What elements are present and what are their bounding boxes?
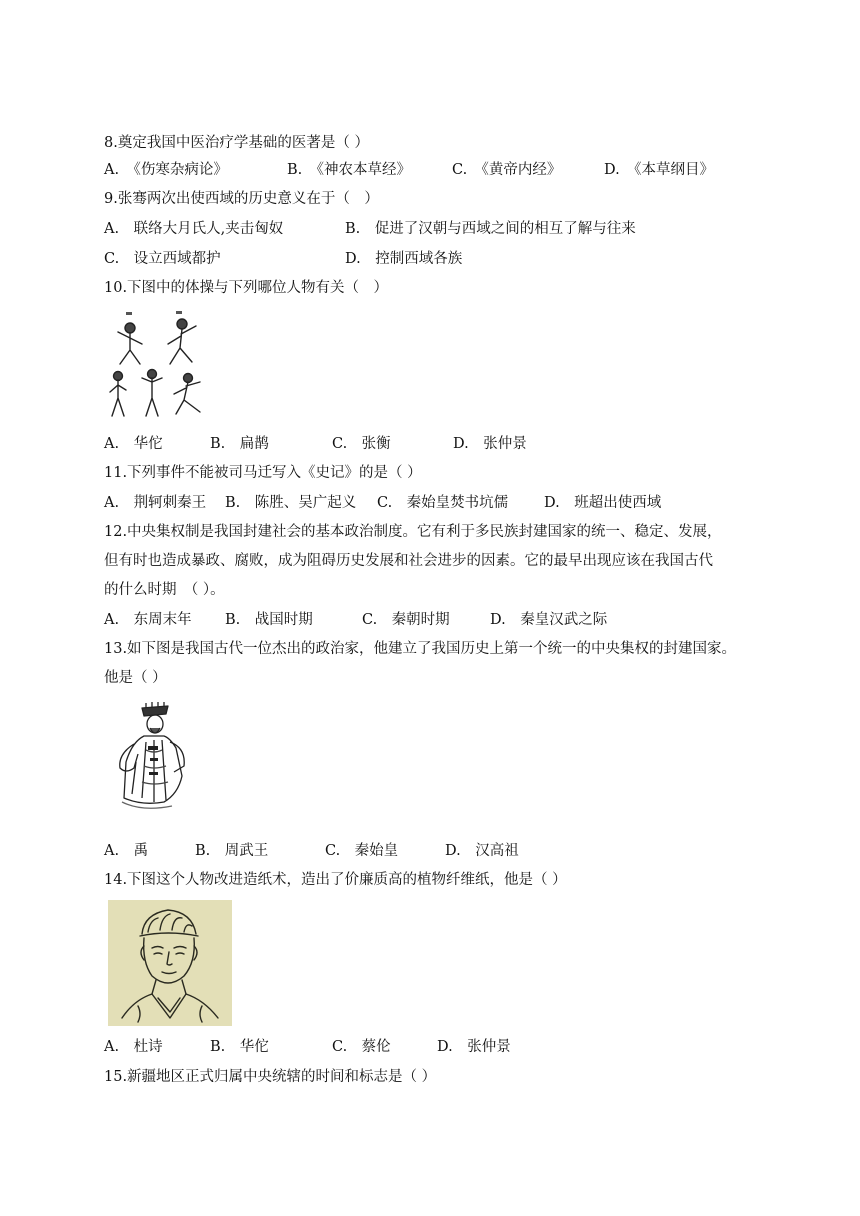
q14-option-a: A. 杜诗 [104, 1039, 163, 1055]
q13-stem-line-2: 他是（ ） [104, 670, 167, 686]
q12-option-b: B. 战国时期 [225, 612, 313, 628]
q12-option-c: C. 秦朝时期 [362, 612, 450, 628]
q9-stem: 9.张骞两次出使西域的历史意义在于（ ） [104, 191, 379, 207]
q9-option-c: C. 设立西域都护 [104, 251, 221, 267]
q9-option-d: D. 控制西域各族 [345, 251, 463, 267]
q11-option-c: C. 秦始皇焚书坑儒 [377, 495, 509, 511]
q11-option-b: B. 陈胜、吴广起义 [225, 495, 357, 511]
q15-stem: 15.新疆地区正式归属中央统辖的时间和标志是（ ） [104, 1069, 437, 1085]
cailun-figure [108, 900, 232, 1026]
q11-stem: 11.下列事件不能被司马迁写入《史记》的是（ ） [104, 465, 422, 481]
q10-stem: 10.下图中的体操与下列哪位人物有关（ ） [104, 280, 389, 296]
q12-option-a: A. 东周末年 [104, 612, 192, 628]
q13-option-d: D. 汉高祖 [445, 843, 519, 859]
q13-option-b: B. 周武王 [195, 843, 269, 859]
q8-option-a: A. 《伤寒杂病论》 [104, 162, 228, 178]
q13-option-a: A. 禹 [104, 843, 149, 859]
q14-option-b: B. 华佗 [210, 1039, 269, 1055]
q14-stem: 14.下图这个人物改进造纸术，造出了价廉质高的植物纤维纸，他是（ ） [104, 872, 567, 888]
q14-option-d: D. 张仲景 [437, 1039, 511, 1055]
q10-option-c: C. 张衡 [332, 436, 391, 452]
q11-option-a: A. 荆轲刺秦王 [104, 495, 207, 511]
q10-option-b: B. 扁鹊 [210, 436, 269, 452]
q8-option-d: D. 《本草纲目》 [604, 162, 714, 178]
q13-option-c: C. 秦始皇 [325, 843, 399, 859]
exercise-figure [104, 308, 212, 423]
q8-stem: 8.奠定我国中医治疗学基础的医著是（ ） [104, 135, 369, 151]
q12-option-d: D. 秦皇汉武之际 [490, 612, 608, 628]
q10-option-a: A. 华佗 [104, 436, 163, 452]
q12-stem-line-1: 12.中央集权制是我国封建社会的基本政治制度。它有利于多民族封建国家的统一、稳定、发展， [104, 524, 722, 540]
q9-option-a: A. 联络大月氏人,夹击匈奴 [104, 221, 284, 237]
q8-option-b: B. 《神农本草经》 [287, 162, 412, 178]
q8-option-c: C. 《黄帝内经》 [452, 162, 562, 178]
q9-option-b: B. 促进了汉朝与西域之间的相互了解与往来 [345, 221, 636, 237]
q11-option-d: D. 班超出使西域 [544, 495, 662, 511]
q14-option-c: C. 蔡伦 [332, 1039, 391, 1055]
q12-stem-line-2: 但有时也造成暴政、腐败，成为阻碍历史发展和社会进步的因素。它的最早出现应该在我国古代 [104, 553, 713, 569]
q12-stem-line-3: 的什么时期 （ ）。 [104, 582, 225, 598]
emperor-figure [112, 702, 192, 814]
q10-option-d: D. 张仲景 [453, 436, 527, 452]
q13-stem-line-1: 13.如下图是我国古代一位杰出的政治家，他建立了我国历史上第一个统一的中央集权的封建国家。 [104, 641, 737, 657]
